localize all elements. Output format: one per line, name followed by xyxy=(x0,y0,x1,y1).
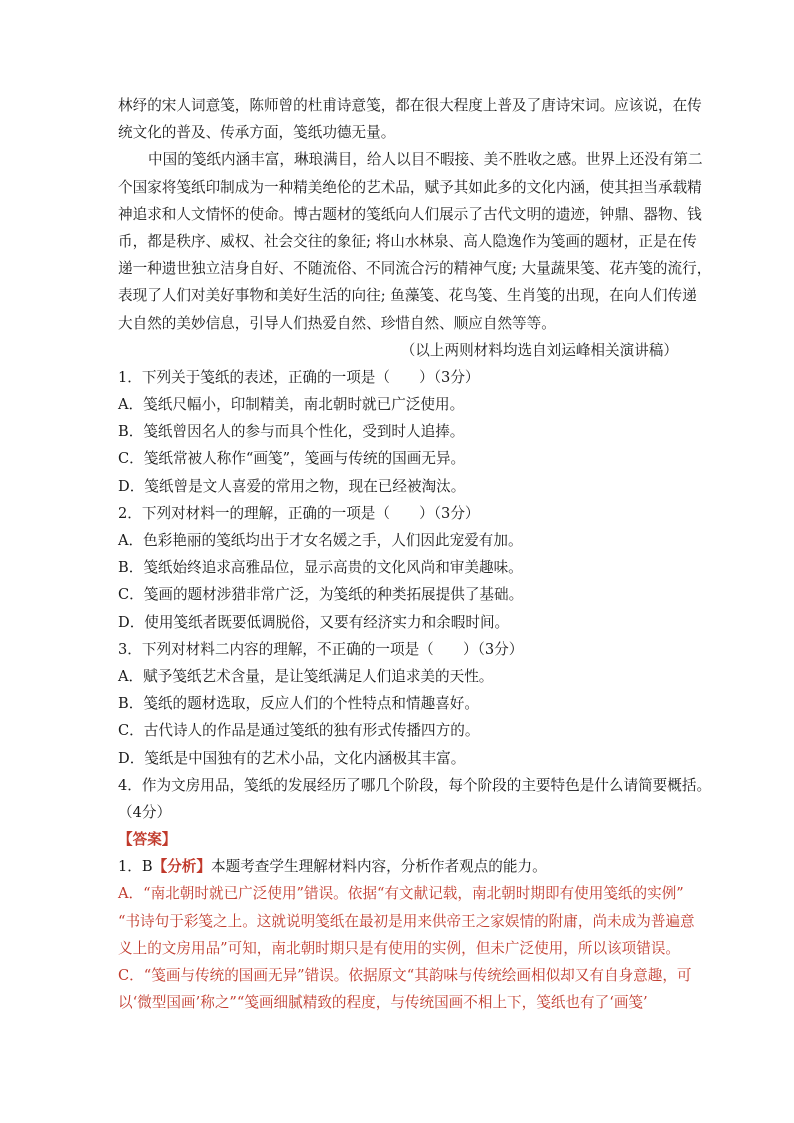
question-option: D．使用笺纸者既要低调脱俗，又要有经济实力和余暇时间。 xyxy=(118,613,510,631)
text-line: 大自然的美妙信息，引导人们热爱自然、珍惜自然、顺应自然等等。 xyxy=(118,314,556,332)
answer-explanation-line: A．“南北朝时就已广泛使用”错误。依据“有文献记载，南北朝时期即有使用笺纸的实例” xyxy=(118,885,684,903)
text-line: 中国的笺纸内涵丰富，琳琅满目，给人以目不暇接、美不胜收之感。世界上还没有第二 xyxy=(148,151,703,169)
text-line: 神追求和人文情怀的使命。博古题材的笺纸向人们展示了古代文明的遗迹，钟鼎、器物、钱 xyxy=(118,205,702,223)
text-line: 递一种遗世独立洁身自好、不随流俗、不同流合污的精神气度; 大量蔬果笺、花卉笺的流行， xyxy=(118,260,712,278)
question-2 xyxy=(118,500,698,636)
answer-title: 【答案】 xyxy=(118,831,177,849)
text-line: 币，都是秩序、威权、社会交往的象征; 将山水林泉、高人隐逸作为笺画的题材，正是在传 xyxy=(118,232,697,250)
question-option: A．赋予笺纸艺术含量，是让笺纸满足人们追求美的天性。 xyxy=(118,667,494,685)
question-stem: 3．下列对材料二内容的理解，不正确的一项是（ ）（3分） xyxy=(118,640,524,658)
question-score: （4分） xyxy=(118,803,172,821)
question-option: C．笺纸常被人称作“画笺”，笺画与传统的国画无异。 xyxy=(118,450,466,468)
text-line: 林纾的宋人词意笺，陈师曾的杜甫诗意笺，都在很大程度上普及了唐诗宋词。应该说，在传 xyxy=(118,97,702,114)
answer-explanation-line: 以‘微型国画’称之”“笺画细腻精致的程度，与传统国画不相上下，笺纸也有了‘画笺’ xyxy=(118,994,648,1012)
analysis-tag: 【分析】 xyxy=(152,858,211,876)
question-stem: 4．作为文房用品，笺纸的发展经历了哪几个阶段，每个阶段的主要特色是什么请简要概括。 xyxy=(118,776,712,794)
document-content xyxy=(118,92,712,1016)
question-option: C．笺画的题材涉猎非常广泛，为笺纸的种类拓展提供了基础。 xyxy=(118,586,524,604)
text-line: 表现了人们对美好事物和美好生活的向往; 鱼藻笺、花鸟笺、生肖笺的出现，在向人们传递 xyxy=(118,287,697,305)
question-option: B．笺纸曾因名人的参与而具个性化，受到时人追捧。 xyxy=(118,423,465,441)
answer-q1-prefix: 1．B xyxy=(118,858,153,876)
question-option: A．笺纸尺幅小，印制精美，南北朝时就已广泛使用。 xyxy=(118,396,465,414)
answer-q1-text: 本题考查学生理解材料内容，分析作者观点的能力。 xyxy=(211,858,547,876)
question-option: D．笺纸是中国独有的艺术小品，文化内涵极其丰富。 xyxy=(118,749,466,767)
material-source: （以上两则材料均选自刘运峰相关演讲稿） xyxy=(400,341,678,359)
question-stem: 2．下列对材料一的理解，正确的一项是（ ）（3分） xyxy=(118,504,480,522)
answer-explanation-line: “书诗句于彩笺之上。这就说明笺纸在最初是用来供帝王之家娱情的附庸，尚未成为普遍意 xyxy=(118,912,695,930)
question-3 xyxy=(118,636,698,772)
answer-section xyxy=(118,826,698,1016)
question-option: B．笺纸的题材选取，反应人们的个性特点和情趣喜好。 xyxy=(118,695,479,713)
question-option: A．色彩艳丽的笺纸均出于才女名媛之手，人们因此宠爱有加。 xyxy=(118,532,523,549)
answer-explanation-line: C．“笺画与传统的国画无异”错误。依据原文“其韵味与传统绘画相似却又有自身意趣，可 xyxy=(118,967,692,984)
question-option: B．笺纸始终追求高雅品位，显示高贵的文化风尚和审美趣味。 xyxy=(118,559,523,577)
answer-q1-line xyxy=(118,853,698,880)
question-4 xyxy=(118,772,712,826)
question-option: C．古代诗人的作品是通过笺纸的独有形式传播四方的。 xyxy=(118,722,480,740)
text-line: 个国家将笺纸印制成为一种精美绝伦的艺术品，赋予其如此多的文化内涵，使其担当承载精 xyxy=(118,178,702,196)
text-line: 统文化的普及、传承方面，笺纸功德无量。 xyxy=(118,124,396,142)
question-option: D．笺纸曾是文人喜爱的常用之物，现在已经被淘汰。 xyxy=(118,477,466,495)
question-1 xyxy=(118,364,698,500)
answer-explanation-line: 义上的文房用品”可知，南北朝时期只是有使用的实例，但未广泛使用，所以该项错误。 xyxy=(118,939,681,957)
question-stem: 1．下列关于笺纸的表述，正确的一项是（ ）（3分） xyxy=(118,368,480,386)
material-paragraph-2 xyxy=(118,146,712,336)
material-paragraph-1 xyxy=(118,92,702,146)
